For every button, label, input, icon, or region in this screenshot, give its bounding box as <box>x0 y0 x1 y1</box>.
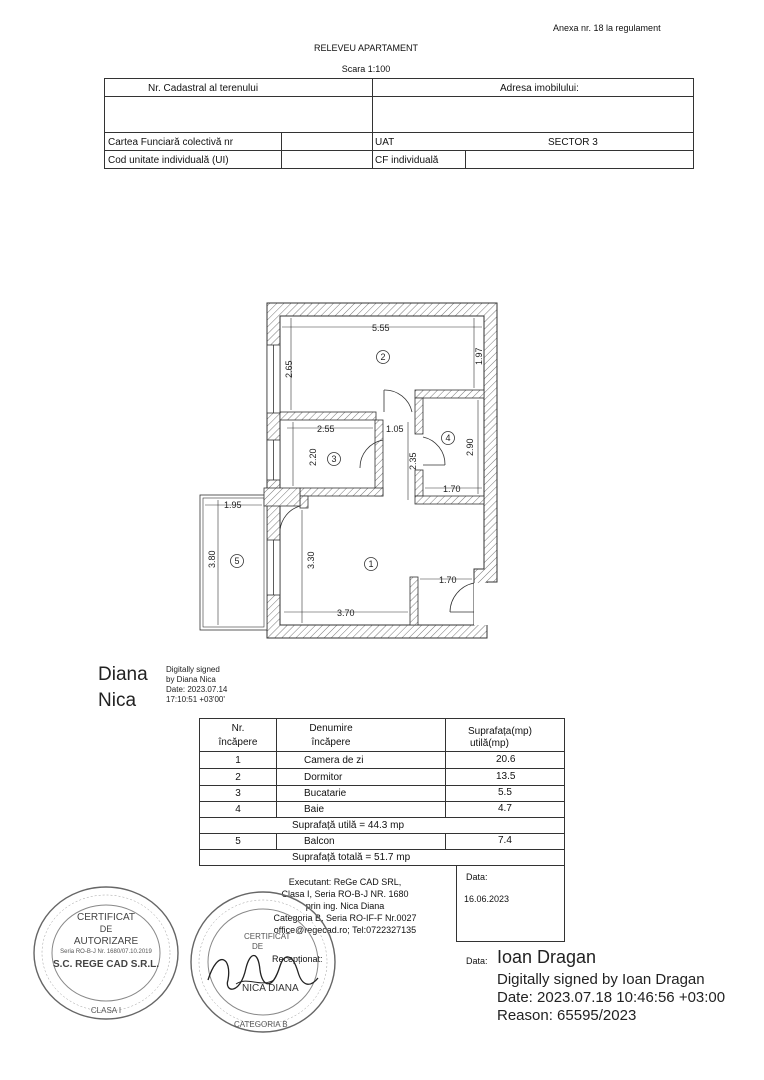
signature-nica-details <box>166 665 227 705</box>
document-title: RELEVEU APARTAMENT <box>313 43 419 53</box>
col-nr-header-2: încăpere <box>218 737 258 748</box>
signature-nica <box>98 662 148 714</box>
dim-balcony-width: 1.95 <box>224 500 242 510</box>
dim-room2-height: 2.65 <box>284 360 294 378</box>
stamp-right-line4: CATEGORIA B <box>234 1020 288 1029</box>
stamp-right-line3: NICA DIANA <box>242 983 299 994</box>
wall-living-right <box>410 577 418 625</box>
stamp-right-line1: CERTIFICAT <box>244 932 291 941</box>
row4-nr: 4 <box>235 804 241 815</box>
row3-area: 5.5 <box>498 787 512 798</box>
executant-line2: Clasa I, Seria RO-B-J NR. 1680 <box>281 889 409 899</box>
entry-door <box>450 583 474 612</box>
date-label: Data: <box>466 872 488 882</box>
dim-kitchen-height: 2.20 <box>308 448 318 466</box>
dim-room2-right: 1.97 <box>474 347 484 365</box>
dim-kitchen-width: 2.55 <box>317 424 335 434</box>
col-area-header-1: Suprafața(mp) <box>468 726 532 737</box>
dim-hall-width: 1.05 <box>386 424 404 434</box>
dim-living-width: 3.70 <box>337 608 355 618</box>
dim-balcony-height: 3.80 <box>207 550 217 568</box>
grand-total: Suprafață totală = 51.7 mp <box>292 852 411 863</box>
room-1-number: 1 <box>368 559 374 569</box>
row3-name: Bucatarie <box>304 788 347 799</box>
address-label: Adresa imobilului: <box>500 83 579 94</box>
signed-date: Date: 2023.07.14 <box>166 685 228 694</box>
stamp-right-line2: DE <box>252 942 264 951</box>
cf-individual-label: CF individuală <box>375 155 439 166</box>
uat-label: UAT <box>375 137 395 148</box>
dim-entry-width: 1.70 <box>439 575 457 585</box>
cf-collective-label: Cartea Funciară colectivă nr <box>108 137 234 148</box>
executant-line5: office@regecad.ro; Tel:0722327135 <box>273 925 417 935</box>
useful-area-total: Suprafață utilă = 44.3 mp <box>292 820 405 831</box>
stamp-left-line6: CLASA I <box>90 1006 122 1015</box>
cadastral-label: Nr. Cadastral al terenului <box>148 83 259 94</box>
wall-bath-left2 <box>415 470 423 496</box>
ui-code-label: Cod unitate individuală (UI) <box>108 155 229 166</box>
row3-nr: 3 <box>235 788 241 799</box>
wall-bath-left <box>415 398 423 434</box>
wall-bath-bottom <box>415 496 484 504</box>
row2-nr: 2 <box>235 772 241 783</box>
row5-nr: 5 <box>235 836 241 847</box>
bedroom-door <box>384 390 412 412</box>
stamp-left <box>30 882 182 1024</box>
room-2-number: 2 <box>380 352 386 362</box>
stamp-left-line2: DE <box>99 924 113 934</box>
row2-area: 13.5 <box>496 771 516 782</box>
digitally-signed: Digitally signed <box>166 665 220 674</box>
row1-nr: 1 <box>235 755 241 766</box>
room-4-number: 4 <box>445 433 451 443</box>
date-value: 16.06.2023 <box>464 894 510 904</box>
row2-name: Dormitor <box>304 772 343 783</box>
dragan-signed-by: Digitally signed by Ioan Dragan <box>497 971 705 988</box>
wall-kitchen-bottom <box>300 488 383 496</box>
balcony-door <box>280 506 300 530</box>
room-5-number: 5 <box>234 556 240 566</box>
signer-name-line1: Diana <box>98 664 148 685</box>
dragan-date: Date: 2023.07.18 10:46:56 +03:00 <box>497 989 726 1006</box>
row1-name: Camera de zi <box>304 755 364 766</box>
room-3-number: 3 <box>331 454 337 464</box>
executant-line1: Executant: ReGe CAD SRL, <box>288 877 402 887</box>
stamp-right <box>188 888 338 1036</box>
executant-line3: prin ing. Nica Diana <box>305 901 385 911</box>
signed-time: 17:10:51 +03'00' <box>166 695 225 704</box>
scale-label: Scara 1:100 <box>341 64 391 74</box>
row4-area: 4.7 <box>498 803 512 814</box>
annex-label: Anexa nr. 18 la regulament <box>553 23 661 33</box>
dim-top-width: 5.55 <box>372 323 390 333</box>
wall-bedroom-bottom-left <box>280 412 376 420</box>
dim-living-height: 3.30 <box>306 551 316 569</box>
stamp-left-line4: Seria RO-B-J Nr. 1680/07.10.2019 <box>60 949 152 955</box>
dragan-name: Ioan Dragan <box>497 947 597 967</box>
executant-line4: Categoria B, Seria RO-IF-F Nr.0027 <box>273 913 417 923</box>
stamp-left-line3: AUTORIZARE <box>73 936 139 947</box>
row5-area: 7.4 <box>498 835 512 846</box>
bath-door <box>423 437 445 465</box>
dim-hall-height: 2.35 <box>408 452 418 470</box>
receptionat-label: Recepționat: <box>272 954 323 964</box>
stamp-left-line1: CERTIFICAT <box>77 912 135 923</box>
stamp-left-line5: S.C. REGE CAD S.R.L. <box>52 959 160 970</box>
wall-hall-left <box>300 496 308 508</box>
row5-name: Balcon <box>304 836 335 847</box>
col-nr-header-1: Nr. <box>231 723 245 734</box>
dim-bath-width: 1.70 <box>443 484 461 494</box>
col-area-header-2: utilă(mp) <box>470 738 509 749</box>
row1-area: 20.6 <box>496 754 516 765</box>
row4-name: Baie <box>304 804 325 815</box>
uat-value: SECTOR 3 <box>548 137 598 148</box>
wall-kitchen-right <box>375 420 383 496</box>
wall-bedroom-bottom-right <box>415 390 484 398</box>
signed-by: by Diana Nica <box>166 675 216 684</box>
dim-bath-height: 2.90 <box>465 438 475 456</box>
dragan-reason: Reason: 65595/2023 <box>497 1007 637 1024</box>
data-label-bottom: Data: <box>466 956 488 966</box>
col-name-header-1: Denumire <box>309 723 353 734</box>
signer-name-line2: Nica <box>98 690 137 711</box>
col-name-header-2: încăpere <box>311 737 351 748</box>
